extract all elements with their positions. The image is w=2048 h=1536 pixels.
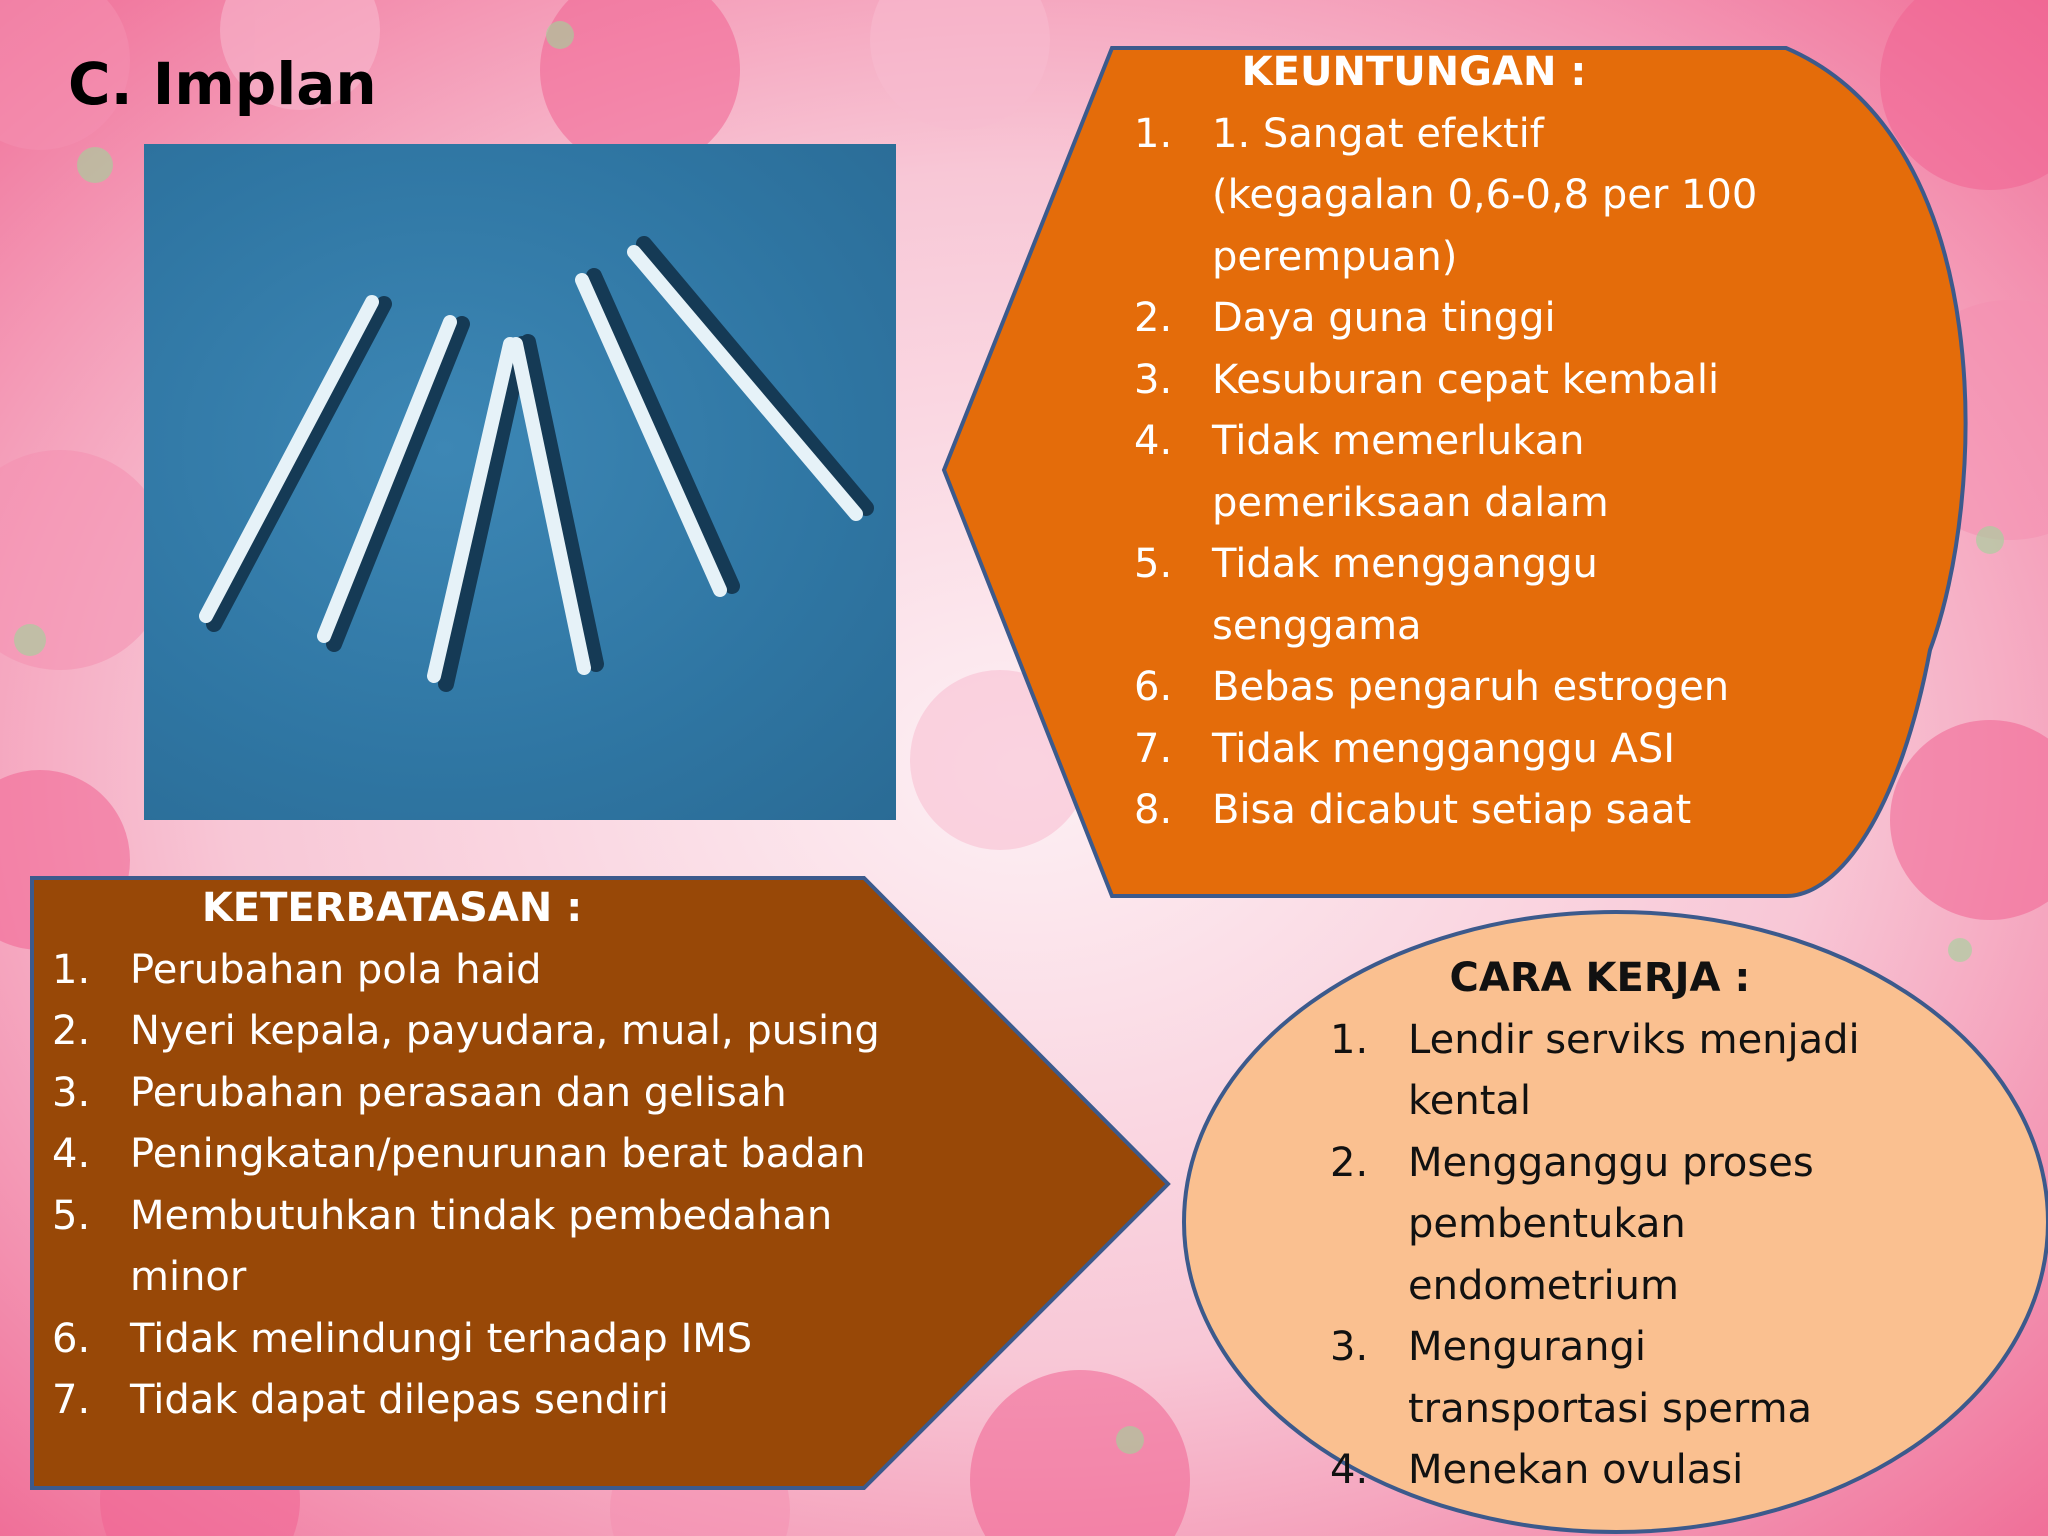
list-item: 1. 1. Sangat efektif (kegagalan 0,6-0,8 per 100 perempuan): [1134, 110, 1758, 280]
list-item: 4. Menekan ovulasi: [1330, 1447, 1744, 1493]
list-item: 5. Membutuhkan tindak pembedahan minor: [52, 1192, 833, 1300]
cara-kerja-heading: CARA KERJA :: [1449, 955, 1751, 1001]
list-item: 6. Tidak melindungi terhadap IMS: [52, 1315, 753, 1362]
keterbatasan-box: [52, 878, 932, 1432]
list-item: 5. Tidak mengganggu senggama: [1134, 541, 1598, 649]
list-item: 2. Nyeri kepala, payudara, mual, pusing: [52, 1008, 880, 1054]
list-item: 3. Perubahan perasaan dan gelisah: [52, 1069, 787, 1116]
list-item: 2. Mengganggu proses pembentukan endometrium: [1330, 1139, 1814, 1309]
list-item: 1. Lendir serviks menjadi kental: [1330, 1016, 1860, 1124]
cara-kerja-box: [1330, 948, 1910, 1502]
list-item: 1. Perubahan pola haid: [52, 946, 542, 993]
list-item: 4. Peningkatan/penurunan berat badan: [52, 1131, 866, 1177]
keuntungan-list: [1134, 104, 1774, 842]
cara-kerja-list: [1330, 1010, 1910, 1502]
list-item: 7. Tidak dapat dilepas sendiri: [52, 1377, 669, 1423]
list-item: 7. Tidak mengganggu ASI: [1134, 725, 1676, 772]
list-item: 8. Bisa dicabut setiap saat: [1134, 787, 1692, 833]
keterbatasan-heading: KETERBATASAN :: [201, 885, 583, 931]
keterbatasan-list: [52, 940, 932, 1432]
list-item: 4. Tidak memerlukan pemeriksaan dalam: [1134, 418, 1609, 526]
keuntungan-heading: KEUNTUNGAN :: [1241, 49, 1587, 95]
list-item: 6. Bebas pengaruh estrogen: [1134, 664, 1730, 710]
list-item: 3. Kesuburan cepat kembali: [1134, 356, 1720, 403]
list-item: 3. Mengurangi transportasi sperma: [1330, 1324, 1813, 1432]
list-item: 2. Daya guna tinggi: [1134, 295, 1556, 341]
slide-title: C. Implan: [68, 50, 377, 118]
keuntungan-box: [1134, 42, 1774, 842]
